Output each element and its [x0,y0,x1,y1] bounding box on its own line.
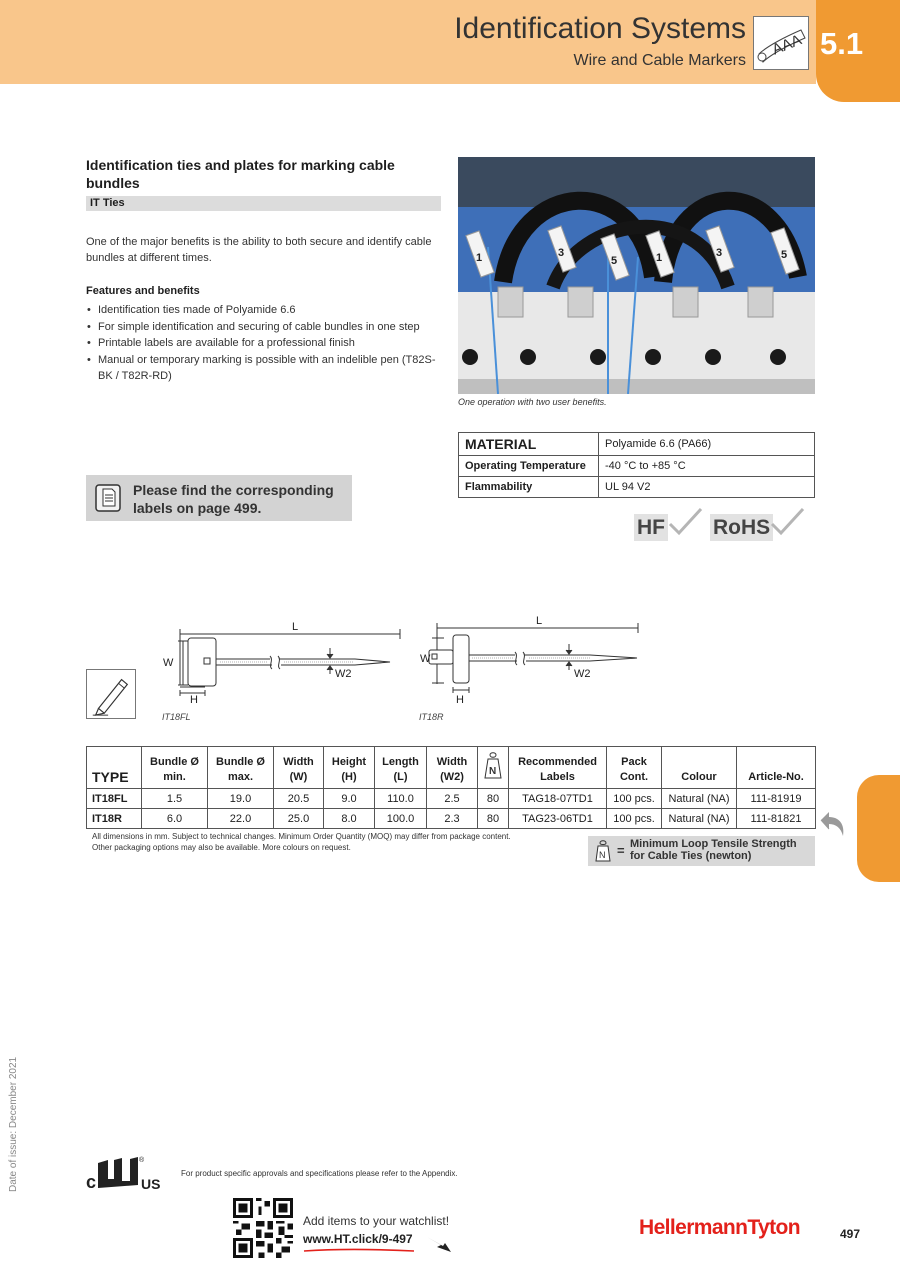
dim-h: H [190,694,198,706]
legend-line: for Cable Ties (newton) [630,850,752,862]
material-table [458,432,815,498]
cell-article[interactable]: 111-81919 [737,789,816,809]
cell-length: 100.0 [375,809,427,829]
rohs-badge: RoHS [710,514,773,541]
document-icon [95,484,121,512]
photo-tag-number: 1 [476,252,483,264]
photo-tag-number: 1 [656,252,663,264]
dim-w2: W2 [574,668,591,680]
list-item: • Printable labels are available for a professional finish [86,335,446,352]
subsection-label: IT Ties [90,197,125,209]
dim-w2: W2 [335,668,352,680]
weight-icon [595,840,611,862]
cell-height: 8.0 [324,809,375,829]
wire-marker-icon [753,16,809,70]
cell-pack: 100 pcs. [607,789,662,809]
qr-code[interactable] [233,1198,293,1258]
svg-text:®: ® [139,1157,145,1164]
col-type: TYPE [87,747,142,789]
table-row [459,433,815,456]
watchlist-text: Add items to your watchlist! [303,1214,450,1228]
table-header-row [87,747,816,789]
features-heading: Features and benefits [86,285,200,297]
pen-icon [87,670,135,718]
checkmark-icon [667,506,703,536]
link-underline [303,1248,415,1253]
tie-drawings [150,610,650,728]
arrow-icon[interactable] [425,1235,453,1253]
table-row [87,809,816,829]
cell-newton: 80 [478,789,509,809]
list-item: • Identification ties made of Polyamide 6.6 [86,302,446,319]
legend-line: Minimum Loop Tensile Strength [630,838,797,850]
ul-certification-logo [86,1155,166,1191]
col-colour: Colour [662,747,737,789]
turn-page-arrow-icon[interactable] [817,810,847,842]
intro-paragraph: One of the major benefits is the ability to both secure and identify cable bundles at different times. [86,236,432,264]
cell-colour: Natural (NA) [662,809,737,829]
material-value: -40 °C to +85 °C [599,456,815,477]
cell-bundle-min: 6.0 [142,809,208,829]
dim-l: L [292,621,299,633]
col-bundle-min: Bundle Ø min. [142,747,208,789]
svg-text:US: US [141,1176,161,1191]
table-footnote [92,831,572,853]
table-row [459,456,815,477]
svg-text:N: N [599,850,606,860]
dim-w: W [163,657,174,669]
cell-newton: 80 [478,809,509,829]
drawing-caption: IT18FL [162,712,191,722]
cell-height: 9.0 [324,789,375,809]
weight-icon [484,752,502,780]
col-length: Length (L) [375,747,427,789]
photo-tag-number: 5 [611,255,618,267]
cell-width: 25.0 [274,809,324,829]
cell-width2: 2.3 [427,809,478,829]
photo-tag-number: 5 [781,249,788,261]
subsection-bar [86,196,441,211]
page-subtitle: Wire and Cable Markers [573,52,746,69]
cell-pack: 100 pcs. [607,809,662,829]
drawing-it18fl [178,629,400,696]
material-key: Flammability [459,477,599,498]
cell-width2: 2.5 [427,789,478,809]
hf-badge: HF [634,514,668,541]
page-title: Identification Systems [454,12,746,45]
section-title: Identification ties and plates for marking cable bundles [86,157,395,191]
material-value: Polyamide 6.6 (PA66) [599,433,815,456]
photo-caption: One operation with two user benefits. [458,397,607,407]
cell-labels[interactable]: TAG23-06TD1 [509,809,607,829]
cell-bundle-max: 19.0 [208,789,274,809]
pen-marking-box [86,669,136,719]
checkmark-icon [769,506,805,536]
footnote-line: All dimensions in mm. Subject to technical changes. Minimum Order Quantity (MOQ) may differ from package content. [92,832,511,841]
cell-width: 20.5 [274,789,324,809]
product-photo [458,157,815,394]
features-list [86,302,446,385]
photo-tag-number: 3 [558,247,565,259]
approval-note: For product specific approvals and specifications please refer to the Appendix. [181,1169,458,1178]
col-article: Article-No. [737,747,816,789]
photo-tag-number: 3 [716,247,723,259]
drawing-caption: IT18R [419,712,444,722]
col-width: Width (W) [274,747,324,789]
col-height: Height (H) [324,747,375,789]
side-page-tab[interactable] [857,775,900,882]
brand-logo: HellermannTyton [639,1216,800,1239]
footnote-line: Other packaging options may also be available. More colours on request. [92,843,351,852]
col-newton [478,747,509,789]
table-row [459,477,815,498]
cell-type: IT18FL [87,789,142,809]
material-key: MATERIAL [459,433,599,456]
cell-colour: Natural (NA) [662,789,737,809]
col-pack: Pack Cont. [607,747,662,789]
dim-w: W [420,653,431,665]
legend-equals: = [617,843,625,858]
cell-length: 110.0 [375,789,427,809]
spec-table [86,746,816,829]
cell-labels[interactable]: TAG18-07TD1 [509,789,607,809]
legend-text [630,838,812,862]
date-of-issue: Date of issue: December 2021 [8,1056,19,1192]
cell-bundle-min: 1.5 [142,789,208,809]
chapter-number: 5.1 [820,26,864,61]
wire-marker-letters: AAA [769,31,805,59]
list-item: • Manual or temporary marking is possible with an indelible pen (T82S-BK / T82R-RD) [86,352,446,385]
watchlist-link[interactable]: www.HT.click/9-497 [303,1232,413,1246]
cell-bundle-max: 22.0 [208,809,274,829]
svg-text:c: c [86,1172,97,1191]
cell-type: IT18R [87,809,142,829]
cell-article[interactable]: 111-81821 [737,809,816,829]
material-value: UL 94 V2 [599,477,815,498]
col-width2: Width (W2) [427,747,478,789]
col-bundle-max: Bundle Ø max. [208,747,274,789]
col-labels: Recommended Labels [509,747,607,789]
page-number: 497 [840,1227,861,1241]
table-row [87,789,816,809]
dim-l: L [536,615,543,627]
dim-h: H [456,694,464,706]
list-item: • For simple identification and securing of cable bundles in one step [86,319,446,336]
material-key: Operating Temperature [459,456,599,477]
labels-note-text[interactable]: Please find the corresponding labels on page 499. [133,482,334,516]
svg-text:N: N [489,766,497,777]
